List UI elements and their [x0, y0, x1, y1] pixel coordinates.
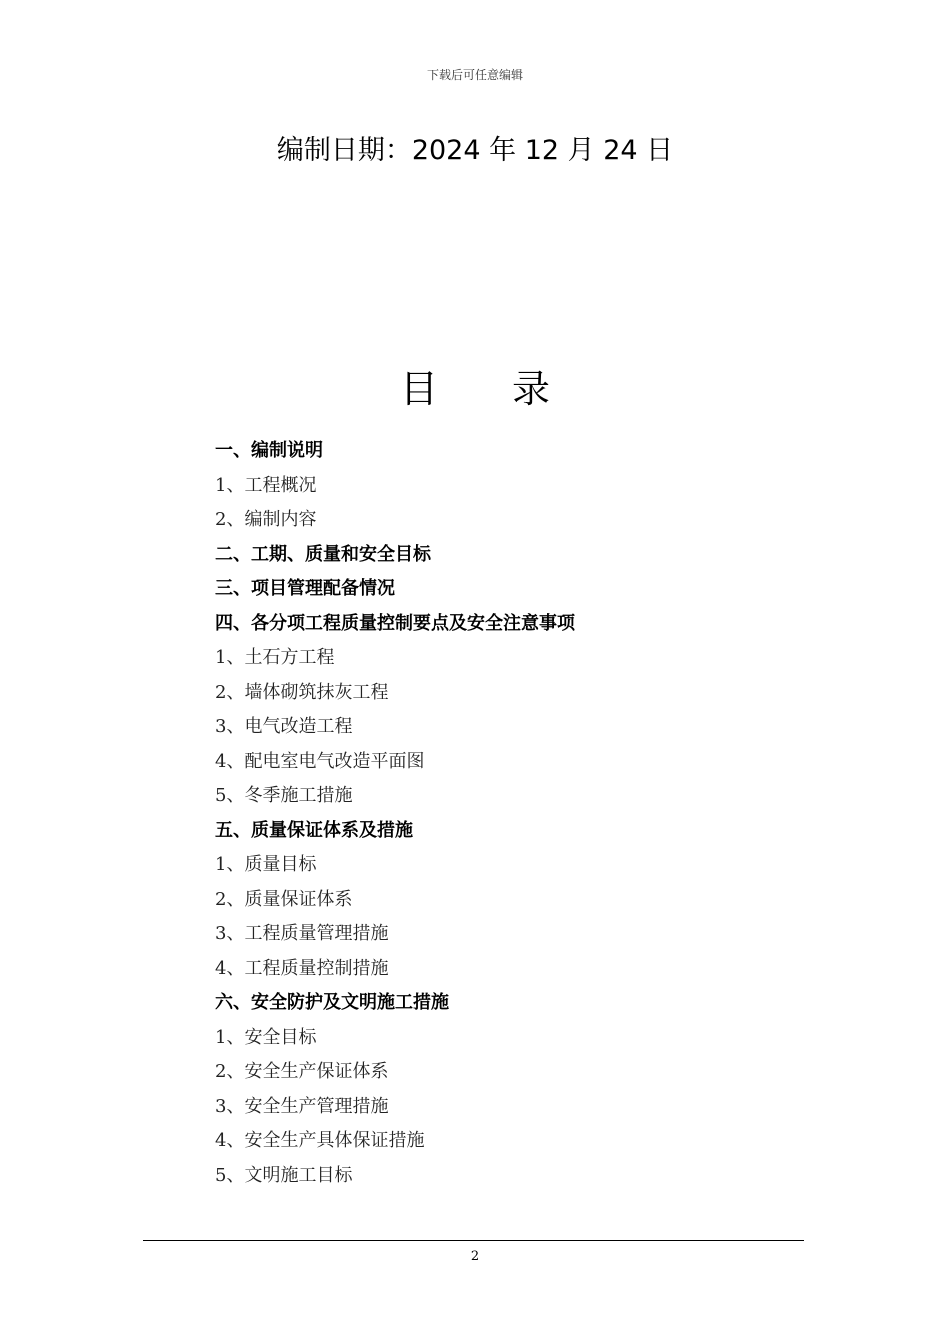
toc-title [0, 358, 950, 413]
toc-subentry[interactable]: 1、质量目标 [215, 854, 317, 875]
toc-section-entry[interactable]: 二、工期、质量和安全目标 [215, 543, 431, 565]
toc-section-entry[interactable]: 一、编制说明 [215, 440, 323, 461]
toc-subentry[interactable]: 2、墙体砌筑抹灰工程 [215, 681, 389, 703]
toc-subentry[interactable]: 3、工程质量管理措施 [215, 923, 389, 944]
toc-section-entry[interactable]: 六、安全防护及文明施工措施 [215, 992, 449, 1013]
footer-divider [143, 1240, 804, 1241]
toc-subentry[interactable]: 2、质量保证体系 [215, 888, 353, 910]
toc-subentry[interactable]: 3、安全生产管理措施 [215, 1095, 389, 1117]
header-note: 下载后可任意编辑 [426, 68, 523, 82]
toc-list [215, 434, 575, 1193]
toc-section-entry[interactable]: 三、项目管理配备情况 [215, 578, 395, 599]
page-number: 2 [470, 1249, 480, 1264]
toc-section-entry[interactable]: 四、各分项工程质量控制要点及安全注意事项 [215, 612, 575, 634]
toc-subentry[interactable]: 5、冬季施工措施 [215, 785, 353, 806]
toc-section-entry[interactable]: 五、质量保证体系及措施 [215, 819, 413, 841]
compile-date: 编制日期：2024 年 12 月 24 日 [276, 135, 674, 166]
toc-subentry[interactable]: 2、安全生产保证体系 [215, 1061, 389, 1082]
toc-title-char-2: 录 [512, 367, 551, 411]
toc-title-char-1: 目 [399, 367, 438, 411]
toc-subentry[interactable]: 1、工程概况 [215, 474, 317, 496]
toc-subentry[interactable]: 1、安全目标 [215, 1026, 317, 1048]
toc-subentry[interactable]: 4、配电室电气改造平面图 [215, 750, 425, 772]
toc-subentry[interactable]: 3、电气改造工程 [215, 716, 353, 737]
toc-subentry[interactable]: 1、土石方工程 [215, 647, 335, 668]
toc-subentry[interactable]: 2、编制内容 [215, 509, 317, 530]
toc-subentry[interactable]: 5、文明施工目标 [215, 1164, 353, 1186]
toc-subentry[interactable]: 4、安全生产具体保证措施 [215, 1130, 425, 1151]
toc-subentry[interactable]: 4、工程质量控制措施 [215, 957, 389, 979]
